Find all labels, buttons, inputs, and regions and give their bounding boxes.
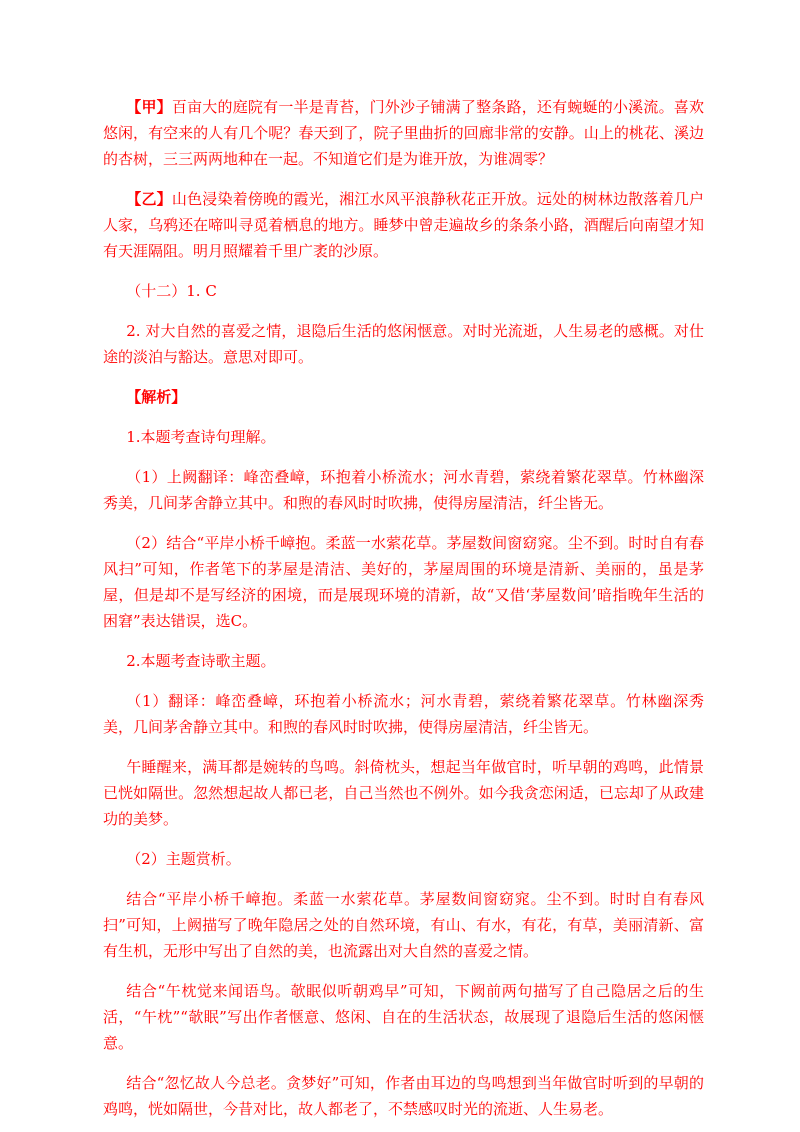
yi-text: 山色浸染着傍晚的霞光，湘江水风平浪静秋花正开放。远处的树林边散落着几户人家，乌鸦还在啼叫寻觅着栖息的地方。睡梦中曾走遍故乡的条条小路，酒醒后向南望才知有天涯隔阻。明月照耀着千里广袤的沙原。 bbox=[103, 190, 704, 260]
question-2-paragraph-5: 结合“午枕觉来闻语鸟。欹眠似听朝鸡早”可知，下阙前两句描写了自己隐居之后的生活，“午枕”“欹眠”写出作者惬意、悠闲、自在的生活状态，故展现了退隐后生活的悠闲惬意。 bbox=[103, 982, 704, 1052]
jia-text: 百亩大的庭院有一半是青苔，门外沙子铺满了整条路，还有蜿蜒的小溪流。喜欢悠闲，有空来的人有几个呢？春天到了，院子里曲折的回廊非常的安静。山上的桃花、溪边的杏树，三三两两地种在一起。不知道它们是为谁开放，为谁凋零？ bbox=[103, 98, 704, 168]
paragraph-jia bbox=[103, 94, 704, 172]
answer-line-1: （十二）1. C bbox=[126, 282, 217, 300]
jia-tag: 【甲】 bbox=[126, 98, 172, 116]
question-1-title: 1.本题考查诗句理解。 bbox=[126, 428, 276, 446]
question-2-paragraph-4: 结合“平岸小桥千嶂抱。柔蓝一水萦花草。茅屋数间窗窈窕。尘不到。时时自有春风扫”可知，上阙描写了晚年隐居之处的自然环境，有山、有水，有花，有草，美丽清新、富有生机，无形中写出了自然的美，也流露出对大自然的喜爱之情。 bbox=[103, 890, 704, 960]
question-1-paragraph-2: （2）结合“平岸小桥千嶂抱。柔蓝一水萦花草。茅屋数间窗窈窕。尘不到。时时自有春风扫”可知，作者笔下的茅屋是清洁、美好的，茅屋周围的环境是清新、美丽的，虽是茅屋，但是却不是写经济的困境，而是展现环境的清新，故“又借‘茅屋数间’暗指晚年生活的困窘”表达错误，选C。 bbox=[103, 534, 704, 630]
question-1-paragraph-1: （1）上阙翻译：峰峦叠嶂，环抱着小桥流水；河水青碧，萦绕着繁花翠草。竹林幽深秀美，几间茅舍静立其中。和煦的春风时时吹拂，使得房屋清洁，纤尘皆无。 bbox=[103, 468, 704, 512]
answer-line-2: 2. 对大自然的喜爱之情，退隐后生活的悠闲惬意。对时光流逝，人生易老的感概。对仕途的淡泊与豁达。意思对即可。 bbox=[103, 322, 704, 366]
question-2-paragraph-2: 午睡醒来，满耳都是婉转的鸟鸣。斜倚枕头，想起当年做官时，听早朝的鸡鸣，此情景已恍如隔世。忽然想起故人都已老，自己当然也不例外。如今我贪恋闲适，已忘却了从政建功的美梦。 bbox=[103, 758, 704, 828]
jiexi-label: 【解析】 bbox=[126, 388, 187, 406]
question-2-paragraph-1: （1）翻译：峰峦叠嶂，环抱着小桥流水；河水青碧，萦绕着繁花翠草。竹林幽深秀美，几间茅舍静立其中。和煦的春风时时吹拂，使得房屋清洁，纤尘皆无。 bbox=[103, 692, 704, 736]
question-2-paragraph-3: （2）主题赏析。 bbox=[126, 850, 241, 868]
question-2-paragraph-6: 结合“忽忆故人今总老。贪梦好”可知，作者由耳边的鸟鸣想到当年做官时听到的早朝的鸡鸣，恍如隔世，今昔对比，故人都老了，不禁感叹时光的流逝、人生易老。 bbox=[103, 1074, 704, 1118]
paragraph-yi bbox=[103, 186, 704, 264]
yi-tag: 【乙】 bbox=[126, 190, 172, 208]
question-2-title: 2.本题考查诗歌主题。 bbox=[126, 652, 276, 670]
